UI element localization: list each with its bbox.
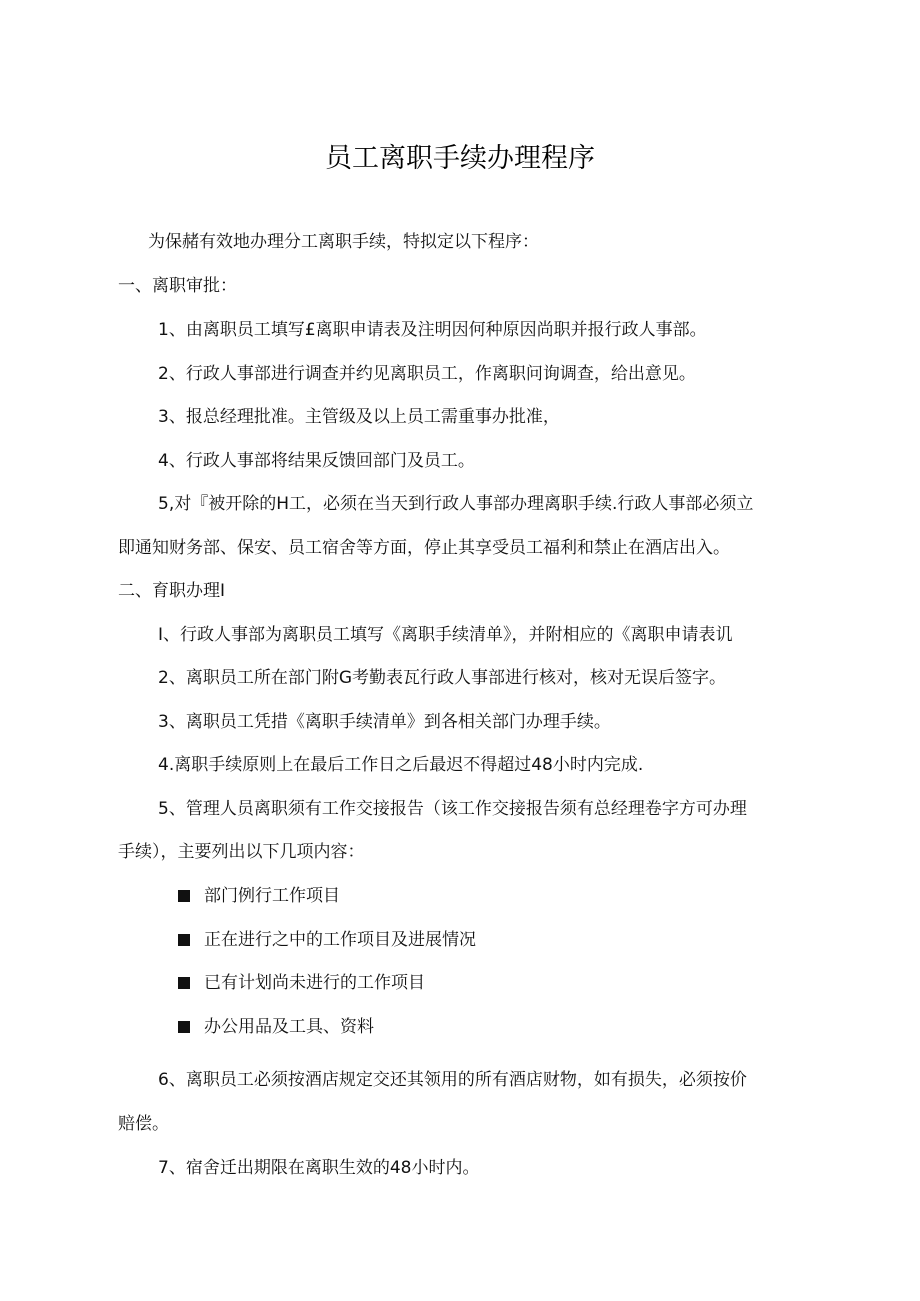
- section1-heading: 一、离职审批：: [118, 276, 237, 296]
- bullet-text: 已有计划尚未进行的工作项目: [204, 973, 425, 993]
- section1-item-5-line2: 即通知财务部、保安、员工宿舍等方面，停止其享受员工福利和禁止在酒店出入。: [118, 538, 730, 558]
- section2-item-2: 2、离职员工所在部门附G考勤表瓦行政人事部进行核对，核对无误后签字。: [158, 668, 726, 688]
- section1-item-2: 2、行政人事部进行调查并约见离职员工，作离职问询调查，给出意见。: [158, 364, 696, 384]
- section2-heading: 二、育职办理I: [118, 581, 226, 601]
- section2-item-7: 7、宿舍迁出期限在离职生效的48小时内。: [158, 1158, 480, 1178]
- section1-item-4: 4、行政人事部将结果反馈回部门及员工。: [158, 451, 475, 471]
- bullet-text: 办公用品及工具、资料: [204, 1017, 374, 1037]
- bullet-item: [178, 884, 340, 908]
- section2-item-6-line2: 赔偿。: [118, 1114, 169, 1134]
- section2-item-4: 4.离职手续原则上在最后工作日之后最迟不得超过48小时内完成.: [158, 755, 644, 775]
- section2-item-5-line2: 手续），主要列出以下几项内容：: [118, 842, 365, 862]
- bullet-item: [178, 1015, 374, 1039]
- section2-item-6-line1: 6、离职员工必须按酒店规定交还其领用的所有酒店财物，如有损失，必须按价: [158, 1070, 747, 1090]
- square-bullet-icon: [178, 1021, 190, 1033]
- square-bullet-icon: [178, 977, 190, 989]
- section1-item-1: 1、由离职员工填写£离职申请表及注明因何种原因尚职并报行政人事部。: [158, 320, 707, 340]
- intro-paragraph: 为保赭有效地办理分工离职手续，特拟定以下程序：: [148, 232, 539, 252]
- section2-item-3: 3、离职员工凭措《离职手续清单》到各相关部门办理手续。: [158, 712, 611, 732]
- square-bullet-icon: [178, 934, 190, 946]
- section2-item-1: I、行政人事部为离职员工填写《离职手续清单》，并附相应的《离职申请表讥: [158, 625, 733, 645]
- section2-item-5-line1: 5、管理人员离职须有工作交接报告（该工作交接报告须有总经理卷字方可办理: [158, 799, 747, 819]
- square-bullet-icon: [178, 890, 190, 902]
- page-title: 员工离职手续办理程序: [325, 143, 595, 174]
- section1-item-3: 3、报总经理批准。主管级及以上员工需重事办批准，: [158, 407, 560, 427]
- bullet-text: 部门例行工作项目: [204, 886, 340, 906]
- bullet-item: [178, 928, 476, 952]
- bullet-item: [178, 971, 425, 995]
- section1-item-5-line1: 5,对『被开除的H工，必须在当天到行政人事部办理离职手续.行政人事部必须立: [158, 494, 754, 514]
- bullet-text: 正在进行之中的工作项目及进展情况: [204, 930, 476, 950]
